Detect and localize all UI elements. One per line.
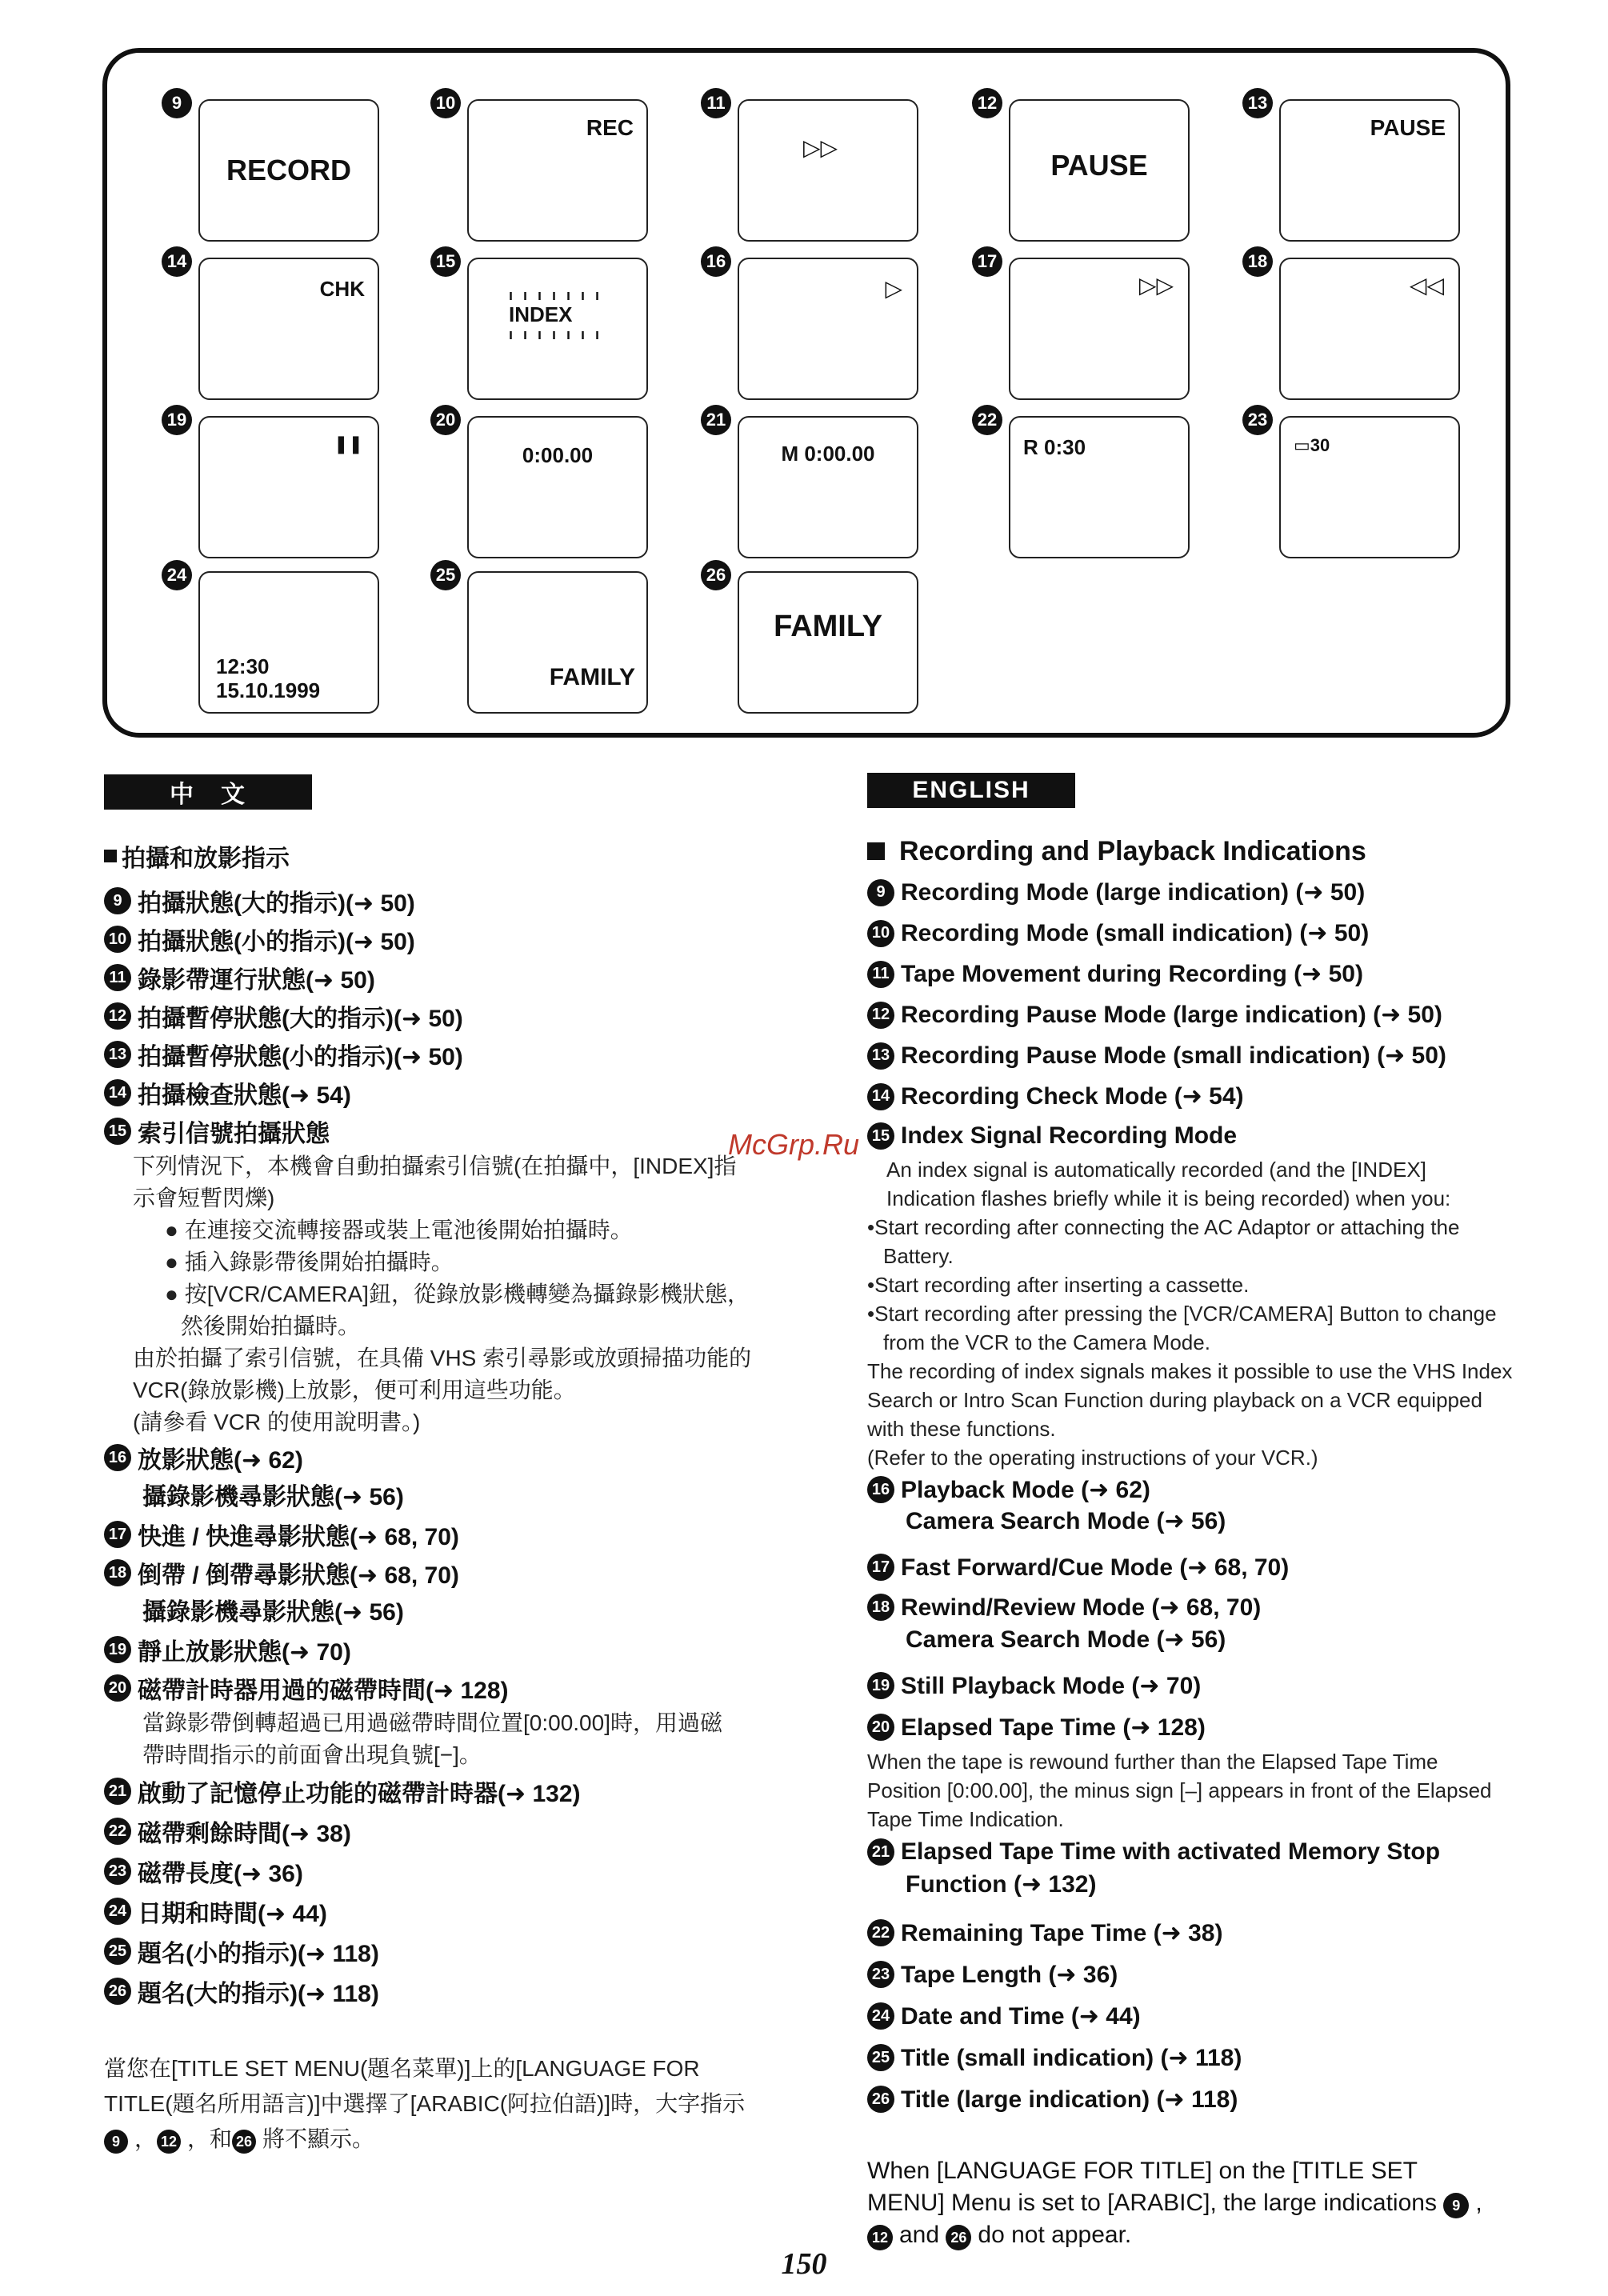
en-item-14 xyxy=(867,1076,1531,1117)
number-badge: 25 xyxy=(430,560,461,590)
en-item-24 xyxy=(867,1995,1531,2037)
number-badge: 25 xyxy=(867,2044,894,2071)
zh-item-13 xyxy=(104,1035,792,1074)
number-badge: 21 xyxy=(104,1778,131,1805)
zh-item-text: 拍攝狀態(小的指示)(➜ 50) xyxy=(138,929,415,955)
zh-item-20 xyxy=(104,1669,792,1707)
en-note-text: When [LANGUAGE FOR TITLE] on the [TITLE SET MENU] Menu is set to [ARABIC], the large indications xyxy=(867,2158,1437,2216)
screen-10 xyxy=(430,88,702,248)
number-badge: 26 xyxy=(701,560,731,590)
en-item-text: Title (small indication) (➜ 118) xyxy=(901,2044,1242,2071)
en-item-21 xyxy=(867,1834,1531,1870)
title-large-label: FAMILY xyxy=(774,610,882,643)
en-15-refer: (Refer to the operating instructions of your VCR.) xyxy=(867,1446,1318,1470)
en-item-text: Elapsed Tape Time with activated Memory Stop xyxy=(901,1838,1441,1865)
screen-19 xyxy=(162,405,434,565)
elapsed-time-readout: 0:00.00 xyxy=(522,443,594,467)
screen-12 xyxy=(972,88,1244,248)
zh-item-16-sub: 攝錄影機尋影狀態(➜ 56) xyxy=(142,1484,404,1510)
zh-item-18 xyxy=(104,1554,792,1592)
english-section-tag: ENGLISH xyxy=(867,773,1075,808)
zh-arabic-note xyxy=(104,2051,760,2157)
en-item-18 xyxy=(867,1589,1531,1626)
en-item-26 xyxy=(867,2078,1531,2120)
zh-item-12 xyxy=(104,997,792,1035)
en-item-11 xyxy=(867,954,1531,994)
zh-heading xyxy=(104,838,792,874)
screen-15 xyxy=(430,246,702,406)
zh-item-text: 快進 / 快進尋影狀態(➜ 68, 70) xyxy=(138,1524,459,1550)
display-screen xyxy=(1009,416,1190,558)
number-badge: 21 xyxy=(867,1838,894,1866)
number-badge: 26 xyxy=(232,2130,256,2154)
zh-item-26 xyxy=(104,1971,792,2011)
display-screen xyxy=(738,416,918,558)
number-badge: 26 xyxy=(104,1978,131,2005)
en-item-17 xyxy=(867,1546,1531,1589)
number-badge: 13 xyxy=(104,1041,131,1068)
en-item-text: Date and Time (➜ 44) xyxy=(901,2002,1141,2030)
number-badge: 23 xyxy=(1242,405,1273,435)
en-arabic-note xyxy=(867,2155,1499,2251)
en-item-text: Recording Mode (large indication) (➜ 50) xyxy=(901,879,1366,906)
zh-15-bullet: ● 按[VCR/CAMERA]鈕，從錄放影機轉變為攝錄影機狀態，然後開始拍攝時。 xyxy=(165,1282,750,1338)
number-badge: 17 xyxy=(972,246,1002,277)
rewind-icon: ◁◁ xyxy=(1409,273,1444,298)
square-bullet-icon xyxy=(104,850,117,862)
screen-18 xyxy=(1242,246,1514,406)
en-15-intro: An index signal is automatically recorded (and the [INDEX] Indication flashes briefly while it is being recorded) when you: xyxy=(886,1158,1451,1210)
zh-item-text: 磁帶剩餘時間(➜ 38) xyxy=(138,1821,351,1847)
number-badge: 18 xyxy=(104,1559,131,1586)
screen-22 xyxy=(972,405,1244,565)
remaining-time-readout: R 0:30 xyxy=(1023,435,1086,459)
screen-20 xyxy=(430,405,702,565)
rec-small-label: REC xyxy=(586,115,634,140)
number-badge: 13 xyxy=(1242,88,1273,118)
number-badge: 14 xyxy=(104,1079,131,1106)
number-badge: 9 xyxy=(1443,2193,1469,2218)
zh-item-text: 索引信號拍攝狀態 xyxy=(138,1121,330,1147)
number-badge: 26 xyxy=(867,2086,894,2113)
en-15-bullet: •Start recording after connecting the AC Adaptor or attaching the Battery. xyxy=(867,1215,1460,1268)
number-badge: 19 xyxy=(104,1636,131,1663)
display-screen xyxy=(738,571,918,714)
en-bullet-text: Start recording after connecting the AC Adaptor or attaching the Battery. xyxy=(874,1215,1460,1268)
display-screen xyxy=(467,571,648,714)
chinese-section-tag: 中 文 xyxy=(104,774,312,810)
en-item-text: Still Playback Mode (➜ 70) xyxy=(901,1672,1202,1699)
time-value: 12:30 xyxy=(216,654,270,678)
display-screen xyxy=(1009,99,1190,242)
tape-movement-icon: ▷▷ xyxy=(803,135,838,160)
number-badge: 9 xyxy=(104,2130,128,2154)
number-badge: 9 xyxy=(162,88,192,118)
en-heading-text: Recording and Playback Indications xyxy=(899,835,1366,866)
number-badge: 16 xyxy=(104,1444,131,1471)
display-screen xyxy=(1279,416,1460,558)
title-small-label: FAMILY xyxy=(549,664,635,690)
zh-15-intro: 下列情況下，本機會自動拍攝索引信號(在拍攝中，[INDEX]指示會短暫閃爍) xyxy=(133,1154,737,1210)
number-badge: 10 xyxy=(104,926,131,953)
number-badge: 10 xyxy=(867,920,894,947)
zh-bullet-text: 按[VCR/CAMERA]鈕，從錄放影機轉變為攝錄影機狀態，然後開始拍攝時。 xyxy=(181,1282,750,1338)
number-badge: 11 xyxy=(701,88,731,118)
number-badge: 24 xyxy=(162,560,192,590)
en-item-text: Tape Length (➜ 36) xyxy=(901,1961,1118,1988)
screen-23 xyxy=(1242,405,1514,565)
screen-26 xyxy=(701,560,973,720)
zh-item-11 xyxy=(104,958,792,997)
en-item-text: Recording Mode (small indication) (➜ 50) xyxy=(901,920,1370,946)
screen-21 xyxy=(701,405,973,565)
en-item-text: Recording Pause Mode (large indication) (➜ 50) xyxy=(901,1002,1442,1028)
memory-stop-time-readout: M 0:00.00 xyxy=(781,442,875,466)
zh-15-note: 由於拍攝了索引信號，在具備 VHS 索引尋影或放頭掃描功能的 VCR(錄放影機)上放影，便可利用這些功能。 xyxy=(133,1346,752,1402)
number-badge: 14 xyxy=(867,1083,894,1110)
date-time-readout xyxy=(216,654,320,702)
en-item-10 xyxy=(867,913,1531,954)
display-screen xyxy=(198,258,379,400)
display-screen xyxy=(738,99,918,242)
en-15-description xyxy=(867,1155,1515,1472)
record-large-label: RECORD xyxy=(226,154,351,186)
en-item-text: Elapsed Tape Time (➜ 128) xyxy=(901,1714,1206,1741)
chinese-column xyxy=(104,838,792,2157)
number-badge: 23 xyxy=(104,1858,131,1885)
zh-item-text: 題名(大的指示)(➜ 118) xyxy=(138,1981,379,2007)
en-item-9 xyxy=(867,872,1531,913)
screen-24 xyxy=(162,560,434,720)
number-badge: 21 xyxy=(701,405,731,435)
zh-note-end: 將不顯示。 xyxy=(262,2126,375,2151)
zh-and: ，和 xyxy=(187,2126,233,2151)
en-item-text: Remaining Tape Time (➜ 38) xyxy=(901,1919,1223,1946)
en-item-20 xyxy=(867,1707,1531,1747)
number-badge: 22 xyxy=(867,1919,894,1946)
zh-item-text: 磁帶計時器用過的磁帶時間(➜ 128) xyxy=(138,1678,509,1704)
en-item-text: Recording Pause Mode (small indication) (➜ 50) xyxy=(901,1042,1446,1069)
number-badge: 20 xyxy=(867,1714,894,1741)
zh-item-17 xyxy=(104,1515,792,1554)
zh-item-text: 磁帶長度(➜ 36) xyxy=(138,1861,303,1887)
screen-14 xyxy=(162,246,434,406)
chk-label: CHK xyxy=(319,277,365,301)
en-bullet-text: Start recording after inserting a cassette. xyxy=(874,1273,1250,1297)
en-bullet-text: Start recording after pressing the [VCR/CAMERA] Button to change from the VCR to the Camera Mode. xyxy=(874,1302,1497,1354)
en-item-22 xyxy=(867,1912,1531,1954)
zh-15-description xyxy=(104,1150,757,1438)
number-badge: 12 xyxy=(867,1002,894,1029)
screen-9 xyxy=(162,88,434,248)
pause-small-label: PAUSE xyxy=(1370,115,1446,140)
zh-bullet-text: 在連接交流轉接器或裝上電池後開始拍攝時。 xyxy=(184,1218,633,1242)
en-item-text: Tape Movement during Recording (➜ 50) xyxy=(901,961,1363,987)
zh-item-text: 放影狀態(➜ 62) xyxy=(138,1447,303,1474)
number-badge: 22 xyxy=(972,405,1002,435)
number-badge: 24 xyxy=(867,2002,894,2030)
zh-item-text: 拍攝狀態(大的指示)(➜ 50) xyxy=(138,890,415,917)
pause-large-label: PAUSE xyxy=(1050,149,1148,182)
zh-item-9 xyxy=(104,882,792,920)
number-badge: 11 xyxy=(867,961,894,988)
number-badge: 13 xyxy=(867,1042,894,1070)
display-screen xyxy=(467,416,648,558)
zh-item-text: 拍攝檢查狀態(➜ 54) xyxy=(138,1082,351,1109)
zh-15-bullet: ● 在連接交流轉接器或裝上電池後開始拍攝時。 xyxy=(165,1218,633,1242)
number-badge: 23 xyxy=(867,1961,894,1988)
number-badge: 11 xyxy=(104,964,131,991)
en-item-15 xyxy=(867,1117,1531,1155)
en-item-16 xyxy=(867,1472,1531,1507)
number-badge: 18 xyxy=(1242,246,1273,277)
english-column xyxy=(867,830,1531,2251)
zh-item-text: 倒帶 / 倒帶尋影狀態(➜ 68, 70) xyxy=(138,1562,459,1589)
display-screen xyxy=(198,571,379,714)
zh-item-text: 日期和時間(➜ 44) xyxy=(138,1901,327,1927)
en-item-21-sub: Function (➜ 132) xyxy=(906,1871,1097,1898)
tape-length-readout: ▭30 xyxy=(1294,435,1330,455)
en-15-bullet: •Start recording after inserting a cassette. xyxy=(867,1273,1250,1297)
display-screen xyxy=(198,99,379,242)
zh-item-25 xyxy=(104,1931,792,1971)
zh-item-15 xyxy=(104,1112,792,1150)
number-badge: 14 xyxy=(162,246,192,277)
number-badge: 22 xyxy=(104,1818,131,1845)
flash-rays-icon: ı ı ı ı ı ı ı xyxy=(509,326,603,342)
square-bullet-icon xyxy=(867,842,885,860)
zh-item-14 xyxy=(104,1074,792,1112)
en-item-23 xyxy=(867,1954,1531,1995)
number-badge: 12 xyxy=(104,1002,131,1030)
zh-item-text: 錄影帶運行狀態(➜ 50) xyxy=(138,967,375,994)
en-item-13 xyxy=(867,1035,1531,1076)
number-badge: 12 xyxy=(972,88,1002,118)
display-screen xyxy=(1279,99,1460,242)
display-screen xyxy=(1279,258,1460,400)
en-20-note: When the tape is rewound further than the Elapsed Tape Time Position [0:00.00], the minus sign [–] appears in front of the Elapsed Tape Time Indication. xyxy=(867,1750,1492,1831)
display-screen xyxy=(467,99,648,242)
en-item-19 xyxy=(867,1664,1531,1707)
en-item-text: Index Signal Recording Mode xyxy=(901,1122,1238,1149)
date-value: 15.10.1999 xyxy=(216,678,321,702)
en-item-16-sub: Camera Search Mode (➜ 56) xyxy=(906,1508,1226,1534)
number-badge: 26 xyxy=(946,2225,971,2250)
en-and: and xyxy=(899,2222,940,2248)
en-item-text: Title (large indication) (➜ 118) xyxy=(901,2086,1238,2113)
zh-15-refer: (請參看 VCR 的使用說明書。) xyxy=(133,1410,421,1434)
number-badge: 16 xyxy=(701,246,731,277)
zh-20-note: 當錄影帶倒轉超過已用過磁帶時間位置[0:00.00]時，用過磁帶時間指示的前面會出現負號[−]。 xyxy=(142,1710,722,1767)
zh-item-16 xyxy=(104,1438,792,1477)
zh-bullet-text: 插入錄影帶後開始拍攝時。 xyxy=(184,1250,454,1274)
index-text: INDEX xyxy=(509,302,573,326)
fast-forward-icon: ▷▷ xyxy=(1138,273,1174,298)
number-badge: 24 xyxy=(104,1898,131,1925)
en-item-text: Recording Check Mode (➜ 54) xyxy=(901,1083,1244,1110)
still-pause-icon: ❚❚ xyxy=(334,434,363,454)
display-screen xyxy=(198,416,379,558)
en-15-bullet: •Start recording after pressing the [VCR/CAMERA] Button to change from the VCR to the Camera Mode. xyxy=(867,1302,1497,1354)
screen-25 xyxy=(430,560,702,720)
screen-16 xyxy=(701,246,973,406)
zh-heading-text: 拍攝和放影指示 xyxy=(122,846,290,872)
zh-item-24 xyxy=(104,1891,792,1931)
number-badge: 9 xyxy=(104,887,131,914)
number-badge: 17 xyxy=(104,1521,131,1548)
en-heading xyxy=(867,830,1531,872)
number-badge: 15 xyxy=(104,1118,131,1145)
number-badge: 15 xyxy=(867,1122,894,1150)
number-badge: 20 xyxy=(104,1674,131,1702)
flash-rays-icon: ı ı ı ı ı ı ı xyxy=(509,287,603,303)
zh-15-bullet: ● 插入錄影帶後開始拍攝時。 xyxy=(165,1250,454,1274)
number-badge: 19 xyxy=(162,405,192,435)
en-item-18-sub: Camera Search Mode (➜ 56) xyxy=(906,1626,1226,1653)
index-flashing-label xyxy=(509,288,602,342)
number-badge: 20 xyxy=(430,405,461,435)
zh-item-text: 啟動了記憶停止功能的磁帶計時器(➜ 132) xyxy=(138,1781,581,1807)
play-icon: ▷ xyxy=(885,276,902,301)
page-number: 150 xyxy=(781,2247,827,2281)
zh-item-21 xyxy=(104,1771,792,1811)
watermark: McGrp.Ru xyxy=(728,1128,860,1161)
en-item-text: Rewind/Review Mode (➜ 68, 70) xyxy=(901,1594,1262,1621)
en-15-note: The recording of index signals makes it possible to use the VHS Index Search or Intro Scan Function during playback on a VCR equipped with these functions. xyxy=(867,1359,1513,1441)
zh-item-10 xyxy=(104,920,792,958)
en-item-25 xyxy=(867,2037,1531,2078)
zh-item-18-sub: 攝錄影機尋影狀態(➜ 56) xyxy=(142,1599,404,1626)
en-note-end: do not appear. xyxy=(978,2222,1132,2248)
screen-17 xyxy=(972,246,1244,406)
en-item-text: Fast Forward/Cue Mode (➜ 68, 70) xyxy=(901,1554,1290,1581)
zh-item-23 xyxy=(104,1851,792,1891)
number-badge: 16 xyxy=(867,1476,894,1503)
zh-note-text: 當您在[TITLE SET MENU(題名菜單)]上的[LANGUAGE FOR TITLE(題名所用語言)]中選擇了[ARABIC(阿拉伯語)]時，大字指示 xyxy=(104,2056,746,2116)
en-item-text: Playback Mode (➜ 62) xyxy=(901,1476,1150,1503)
number-badge: 25 xyxy=(104,1938,131,1965)
zh-item-text: 拍攝暫停狀態(小的指示)(➜ 50) xyxy=(138,1044,463,1070)
screen-11 xyxy=(701,88,973,248)
en-item-12 xyxy=(867,994,1531,1035)
zh-item-19 xyxy=(104,1630,792,1669)
number-badge: 18 xyxy=(867,1594,894,1621)
display-screen xyxy=(738,258,918,400)
number-badge: 19 xyxy=(867,1672,894,1699)
number-badge: 17 xyxy=(867,1554,894,1581)
number-badge: 12 xyxy=(157,2130,181,2154)
display-screen xyxy=(467,258,648,400)
number-badge: 10 xyxy=(430,88,461,118)
display-screen xyxy=(1009,258,1190,400)
zh-comma: ， xyxy=(134,2126,158,2151)
zh-item-22 xyxy=(104,1811,792,1851)
number-badge: 15 xyxy=(430,246,461,277)
zh-item-text: 拍攝暫停狀態(大的指示)(➜ 50) xyxy=(138,1006,463,1032)
number-badge: 12 xyxy=(867,2225,893,2250)
en-comma: , xyxy=(1475,2190,1482,2216)
number-badge: 9 xyxy=(867,879,894,906)
screen-13 xyxy=(1242,88,1514,248)
zh-item-text: 靜止放影狀態(➜ 70) xyxy=(138,1639,351,1666)
zh-item-text: 題名(小的指示)(➜ 118) xyxy=(138,1941,379,1967)
